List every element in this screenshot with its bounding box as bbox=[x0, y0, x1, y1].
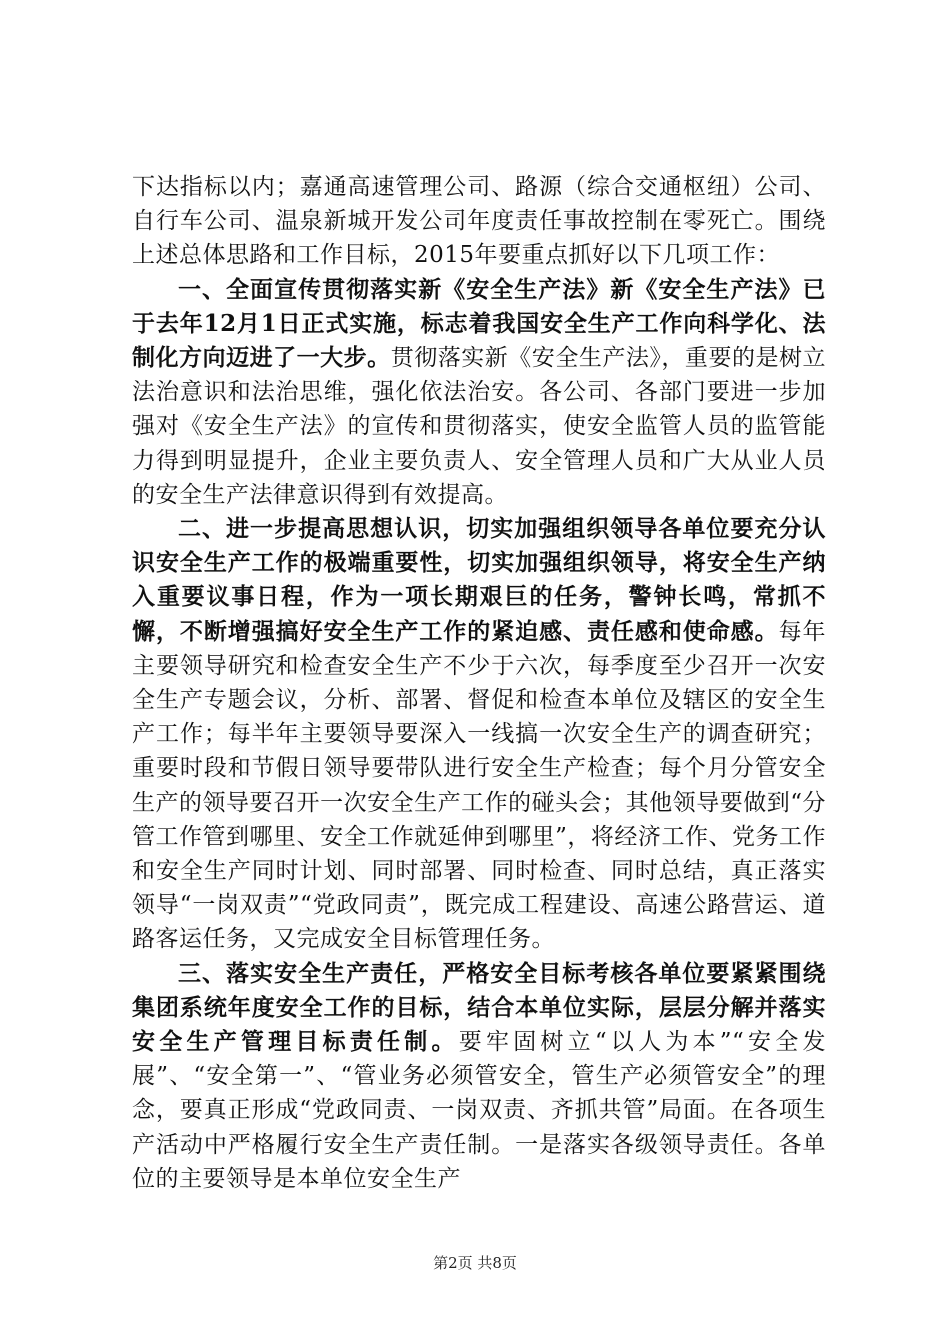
paragraph-text: 下达指标以内；嘉通高速管理公司、路源（综合交通枢纽）公司、自行车公司、温泉新城开发公司年度责任事故控制在零死亡。围绕上述总体思路和工作目标，2015年要重点抓好以下几项工作： bbox=[132, 174, 826, 269]
paragraph-section-1 bbox=[132, 273, 826, 512]
document-body bbox=[132, 170, 826, 1196]
paragraph-section-2 bbox=[132, 512, 826, 957]
paragraph-intro bbox=[132, 170, 826, 273]
section-heading-3: 三、落实安全生产责任，严格安全目标考核各单位要紧紧围绕集团系统年度安全工作的目标，结合本单位实际，层层分解并落实安全生产管理目标责任制。 bbox=[132, 959, 826, 1056]
section-heading-2: 二、进一步提高思想认识，切实加强组织领导各单位要充分认识安全生产工作的极端重要性，切实加强组织领导，将安全生产纳入重要议事日程，作为一项长期艰巨的任务，警钟长鸣，常抓不懈，不断增强搞好安全生产工作的紧迫感、责任感和使命感。 bbox=[132, 515, 826, 645]
paragraph-text: 要牢固树立“以人为本”“安全发展”、“安全第一”、“管业务必须管安全，管生产必须管安全”的理念，要真正形成“党政同责、一岗双责、齐抓共管”局面。在各项生产活动中严格履行安全生产责任制。一是落实各级领导责任。各单位的主要领导是本单位安全生产 bbox=[132, 1029, 826, 1192]
page-number-label: 第2页 共8页 bbox=[433, 1254, 517, 1272]
section-heading-1: 一、全面宣传贯彻落实新《安全生产法》新《安全生产法》已于去年12月1日正式实施，标志着我国安全生产工作向科学化、法制化方向迈进了一大步。 bbox=[132, 275, 826, 372]
paragraph-text: 贯彻落实新《安全生产法》，重要的是树立法治意识和法治思维，强化依法治安。各公司、各部门要进一步加强对《安全生产法》的宣传和贯彻落实，使安全监管人员的监管能力得到明显提升，企业主要负责人、安全管理人员和广大从业人员的安全生产法律意识得到有效提高。 bbox=[132, 345, 827, 508]
paragraph-text: 每年主要领导研究和检查安全生产不少于六次，每季度至少召开一次安全生产专题会议，分析、部署、督促和检查本单位及辖区的安全生产工作；每半年主要领导要深入一线搞一次安全生产的调查研究；重要时段和节假日领导要带队进行安全生产检查；每个月分管安全生产的领导要召开一次安全生产工作的碰头会；其他领导要做到“分管工作管到哪里、安全工作就延伸到哪里”，将经济工作、党务工作和安全生产同时计划、同时部署、同时检查、同时总结，真正落实领导“一岗双责”“党政同责”，既完成工程建设、高速公路营运、道路客运任务，又完成安全目标管理任务。 bbox=[132, 618, 827, 953]
paragraph-section-3 bbox=[132, 957, 826, 1196]
page-footer bbox=[0, 1253, 950, 1273]
